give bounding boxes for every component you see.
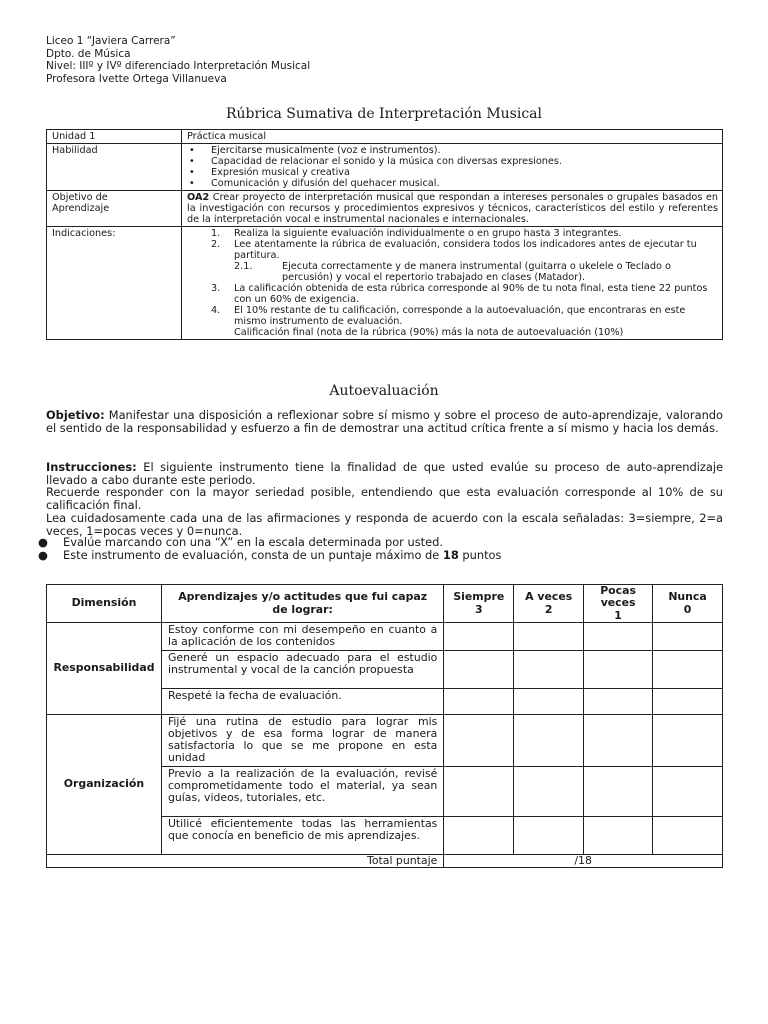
instructions-text-2: Recuerde responder con la mayor seriedad posible, entendiendo que esta evaluación corresponde al 10% de su calificación final. (46, 485, 723, 513)
indication-number: 2. (211, 239, 221, 250)
skill-row (47, 144, 723, 191)
score-cell[interactable] (584, 714, 653, 766)
info-table (46, 129, 723, 340)
bullet-max-score (38, 549, 501, 562)
document-header (46, 35, 310, 85)
header-siempre (444, 585, 514, 623)
score-cell[interactable] (444, 688, 514, 714)
score-cell[interactable] (584, 766, 653, 816)
score-cell[interactable] (584, 688, 653, 714)
indication-text: Realiza la siguiente evaluación individualmente o en grupo hasta 3 integrantes. (234, 228, 622, 239)
score-cell[interactable] (584, 623, 653, 651)
unit-value: Práctica musical (182, 130, 723, 144)
score-cell[interactable] (514, 714, 584, 766)
bullet-text: Este instrumento de evaluación, consta de un puntaje máximo de (63, 548, 443, 562)
score-cell[interactable] (653, 623, 723, 651)
score-cell[interactable] (514, 816, 584, 854)
item-text: Utilicé eficientemente todas las herramientas que conocía en beneficio de mis aprendizajes. (161, 816, 443, 854)
teacher-name: Profesora Ivette Ortega Villanueva (46, 72, 227, 85)
indication-item (187, 305, 718, 327)
indication-text: Ejecuta correctamente y de manera instrumental (guitarra o ukelele o Teclado o percusión) y vocal el repertorio trabajado en clases (Matador). (282, 261, 671, 283)
bullet-dot-icon: ● (38, 548, 48, 562)
header-aveces-value: 2 (544, 602, 553, 616)
total-label: Total puntaje (47, 854, 444, 867)
instructions-label: Instrucciones: (46, 460, 137, 474)
objective-code: OA2 (187, 192, 210, 203)
self-evaluation-title: Autoevaluación (329, 383, 439, 399)
score-cell[interactable] (584, 650, 653, 688)
score-cell[interactable] (444, 714, 514, 766)
objective-row (47, 191, 723, 227)
objective-label-line1: Objetivo de (52, 192, 108, 203)
indications-list (182, 227, 723, 340)
skill-item: • Capacidad de relacionar el sonido y la música con diversas expresiones. (187, 156, 718, 167)
bullet-text: Evalúe marcando con una “X” en la escala determinada por usted. (63, 535, 443, 549)
item-text: Respeté la fecha de evaluación. (161, 688, 443, 714)
score-cell[interactable] (514, 623, 584, 651)
indication-text: El 10% restante de tu calificación, corresponde a la autoevaluación, que encontraras en este mismo instrumento de evaluación. (234, 305, 686, 327)
score-cell[interactable] (514, 766, 584, 816)
school-name: Liceo 1 “Javiera Carrera” (46, 35, 176, 47)
header-nunca-label: Nunca (668, 590, 707, 604)
indications-label: Indicaciones: (47, 227, 182, 340)
bullet-mark-x (38, 536, 443, 549)
total-row (47, 854, 723, 867)
objective-paragraph (46, 409, 723, 434)
total-value: /18 (444, 854, 723, 867)
max-score-value: 18 (442, 548, 459, 562)
score-cell[interactable] (514, 650, 584, 688)
item-text: Previo a la realización de la evaluación, revisé comprometidamente todo el material, ya sean guías, videos, tutoriales, etc. (161, 766, 443, 816)
indication-number: 3. (211, 283, 221, 294)
indications-row (47, 227, 723, 340)
score-cell[interactable] (653, 650, 723, 688)
score-cell[interactable] (514, 688, 584, 714)
objective-value (182, 191, 723, 227)
indication-final: Calificación final (nota de la rúbrica (90%) más la nota de autoevaluación (10%) (234, 327, 624, 338)
dimension-responsabilidad: Responsabilidad (47, 623, 162, 715)
indication-subitem (187, 261, 718, 283)
header-aveces-label: A veces (525, 590, 573, 604)
header-pocas-label: Pocas veces (600, 584, 636, 610)
objective-label-line2: Aprendizaje (52, 203, 110, 214)
course-level: Nivel: IIIº y IVº diferenciado Interpretación Musical (46, 60, 311, 72)
indication-number: 4. (211, 305, 221, 316)
skill-list (187, 145, 718, 189)
skill-item: • Expresión musical y creativa (187, 167, 718, 178)
score-cell[interactable] (444, 623, 514, 651)
unit-row (47, 130, 723, 144)
header-pocas-value: 1 (614, 608, 622, 622)
table-row (47, 623, 723, 651)
skill-item: • Comunicación y difusión del quehacer musical. (187, 178, 718, 189)
skill-label: Habilidad (47, 144, 182, 191)
instructions-paragraph (46, 461, 723, 537)
indication-number: 1. (211, 228, 221, 239)
score-cell[interactable] (653, 688, 723, 714)
rubric-title: Rúbrica Sumativa de Interpretación Musical (225, 106, 543, 122)
indication-item (187, 283, 718, 305)
department: Dpto. de Música (46, 47, 131, 60)
indication-number: 2.1. (234, 261, 253, 272)
header-nunca (653, 585, 723, 623)
indication-text: Lee atentamente la rúbrica de evaluación, considera todos los indicadores antes de ejecutar tu partitura. (234, 239, 697, 261)
self-evaluation-table (46, 584, 723, 868)
header-dimension: Dimensión (47, 585, 162, 623)
instructions-text-3: Lea cuidadosamente cada una de las afirmaciones y responda de acuerdo con la escala señaladas: 3=siempre, 2=a veces, 1=pocas veces y 0=nunca. (46, 510, 723, 538)
bullet-text-end: puntos (458, 548, 502, 562)
score-cell[interactable] (584, 816, 653, 854)
item-text: Generé un espacio adecuado para el estudio instrumental y vocal de la canción propuesta (161, 650, 443, 688)
header-siempre-label: Siempre (453, 590, 505, 604)
score-cell[interactable] (444, 816, 514, 854)
table-row (47, 714, 723, 766)
header-nunca-value: 0 (683, 602, 692, 616)
bullet-dot-icon: ● (38, 535, 48, 549)
table-header-row (47, 585, 723, 623)
header-items: Aprendizajes y/o actitudes que fui capaz de lograr: (161, 585, 443, 623)
item-text: Estoy conforme con mi desempeño en cuanto a la aplicación de los contenidos (161, 623, 443, 651)
indication-item (187, 228, 718, 239)
objective-text: Crear proyecto de interpretación musical que respondan a intereses personales o grupales basados en la investigación con recursos y procedimientos expresivos y técnicos, característicos del estilo y referentes de la interpretación vocal e instrumental nacionales e internacionales. (187, 192, 718, 225)
score-cell[interactable] (444, 650, 514, 688)
skill-item: • Ejercitarse musicalmente (voz e instrumentos). (187, 145, 718, 156)
indication-item (187, 239, 718, 261)
objective-paragraph-label: Objetivo: (46, 408, 105, 422)
score-cell[interactable] (653, 714, 723, 766)
score-cell[interactable] (444, 766, 514, 816)
unit-label: Unidad 1 (47, 130, 182, 144)
instructions-text-1: El siguiente instrumento tiene la finalidad de que usted evalúe su proceso de auto-aprendizaje llevado a cabo durante este periodo. (46, 460, 723, 487)
score-cell[interactable] (653, 816, 723, 854)
dimension-organizacion: Organización (47, 714, 162, 854)
header-aveces (514, 585, 584, 623)
header-pocas (584, 585, 653, 623)
item-text: Fijé una rutina de estudio para lograr mis objetivos y de esa forma lograr de manera satisfactoria lo que se me propone en esta unidad (161, 714, 443, 766)
score-cell[interactable] (653, 766, 723, 816)
objective-label (47, 191, 182, 227)
indication-text: La calificación obtenida de esta rúbrica corresponde al 90% de tu nota final, esta tiene 22 puntos con un 60% de exigencia. (234, 283, 708, 305)
header-siempre-value: 3 (475, 602, 483, 616)
objective-paragraph-text: Manifestar una disposición a reflexionar sobre sí mismo y sobre el proceso de auto-aprendizaje, valorando el sentido de la responsabilidad y esfuerzo a fin de demostrar una actitud crítica frente a sí mismo y hacia los demás. (46, 408, 723, 435)
